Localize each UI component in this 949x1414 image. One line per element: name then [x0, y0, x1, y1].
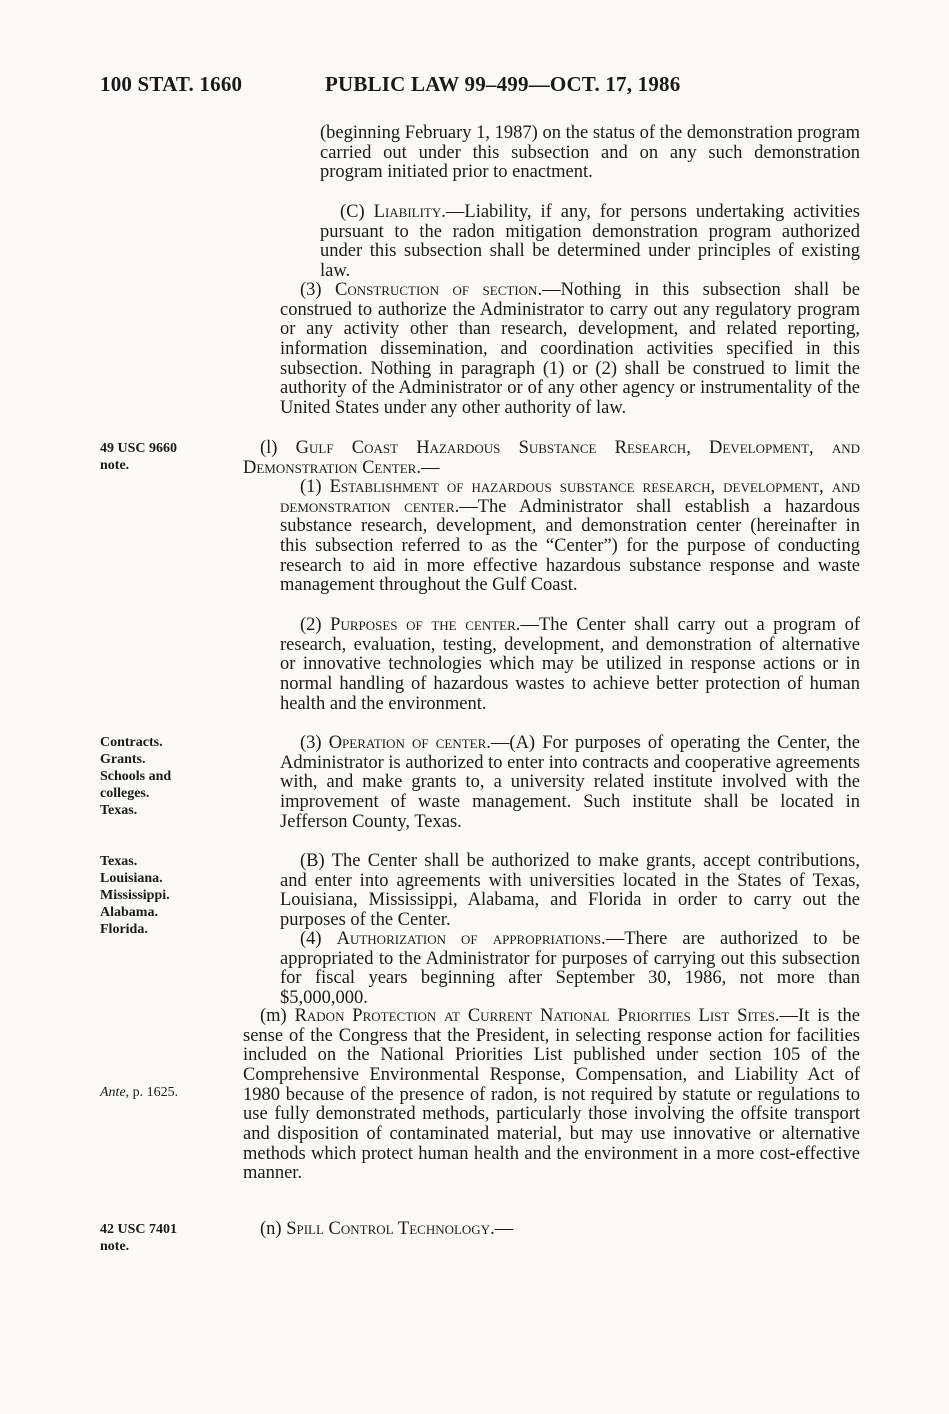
- paragraph-number: (l): [260, 438, 296, 458]
- subsection-l-heading: [243, 439, 860, 478]
- margin-note-usc-7401: [100, 1221, 225, 1255]
- paragraph-number: (n): [260, 1219, 287, 1239]
- paragraph-status-report: [320, 124, 860, 183]
- paragraph-text: —The Center shall carry out a program of research, evaluation, testing, development, and demonstration of alternative or innovative technologies which may be utilized in response actions or in normal handling of hazardous wastes to achieve better protection of human health and the environment.: [280, 615, 860, 714]
- paragraph-text: —(A) For purposes of operating the Center, the Administrator is authorized to enter into contracts and cooperative agreements with, and make grants to, a university related institute involved with the improvement of waste management. Such institute shall be located in Jefferson County, Texas.: [280, 733, 860, 832]
- paragraph-establishment: [280, 478, 860, 596]
- margin-note-line: Alabama.: [100, 905, 158, 920]
- paragraph-heading: Construction of section.: [335, 280, 543, 300]
- margin-note-states: [100, 853, 225, 938]
- paragraph-text: —The Administrator shall establish a hazardous substance research, development, and demonstration center (hereinafter in this subsection referred to as the “Center”) for the purpose of conducting research to aid in more effective hazardous substance response and waste management throughout the Gulf Coast.: [280, 496, 860, 596]
- paragraph-center-grants: [280, 852, 860, 931]
- paragraph-heading: Authorization of appropriations.: [336, 929, 606, 949]
- paragraph-number: (1): [300, 477, 330, 497]
- paragraph-number: (C): [340, 202, 374, 222]
- paragraph-liability: [320, 203, 860, 282]
- paragraph-authorization: [280, 930, 860, 1009]
- page-running-title: PUBLIC LAW 99–499—OCT. 17, 1986: [325, 72, 681, 96]
- paragraph-number: (2): [300, 615, 331, 635]
- margin-note-line: note.: [100, 1239, 130, 1254]
- margin-note-line: Mississippi.: [100, 888, 170, 903]
- paragraph-operation: [280, 734, 860, 832]
- paragraph-dash: —: [494, 1219, 514, 1239]
- paragraph-heading: Liability.: [373, 202, 446, 222]
- margin-note-contracts: [100, 734, 225, 819]
- margin-note-ante: [100, 1084, 225, 1101]
- paragraph-text: —There are authorized to be appropriated to the Administrator for purposes of carrying out this subsection for fiscal years beginning after September 30, 1986, not more than $5,000,000.: [280, 929, 860, 1008]
- subsection-n-heading: [243, 1220, 860, 1240]
- paragraph-number: (3): [300, 733, 329, 753]
- margin-note-ante-label: Ante,: [100, 1085, 130, 1100]
- paragraph-text: —Nothing in this subsection shall be construed to authorize the Administrator to carry out any regulatory program or any activity other than research, development, and related reporting, information dissemination, and coordination activities specified in this subsection. Nothing in paragraph (1) or (2) shall be construed to limit the authority of the Administrator or of any other agency or instrumentality of the United States under any other authority of law.: [280, 280, 860, 418]
- paragraph-number: (m): [260, 1006, 295, 1026]
- paragraph-heading: Establishment of hazardous substance research, development, and demonstration center.: [280, 477, 860, 517]
- margin-note-usc-9660: [100, 440, 225, 474]
- margin-note-line: colleges.: [100, 786, 150, 801]
- margin-note-line: Florida.: [100, 922, 148, 937]
- paragraph-heading: Radon Protection at Current National Priorities List Sites.: [294, 1006, 780, 1026]
- paragraph-text: —It is the sense of the Congress that the President, in selecting response action for facilities included on the National Priorities List published under section 105 of the Comprehensive Environmental Response, Compensation, and Liability Act of 1980 because of the presence of radon, is not required by statute or regulations to use fully demonstrated methods, particularly those involving the offsite transport and disposition of contaminated material, but may use innovative or alternative methods which protect human health and the environment in a more cost-effective manner.: [243, 1006, 860, 1184]
- paragraph-text: —Liability, if any, for persons undertaking activities pursuant to the radon mitigation demonstration program authorized under this subsection shall be determined under principles of existing law.: [320, 202, 860, 281]
- page-stat-citation: 100 STAT. 1660: [100, 72, 243, 96]
- paragraph-heading: Purposes of the center.: [330, 615, 521, 635]
- margin-note-line: Grants.: [100, 752, 146, 767]
- paragraph-heading: Gulf Coast Hazardous Substance Research, Development, and Demonstration Center.: [243, 438, 860, 478]
- paragraph-heading: Operation of center.: [328, 733, 491, 753]
- margin-note-ante-page: p. 1625.: [129, 1085, 179, 1100]
- paragraph-number: (3): [300, 280, 336, 300]
- paragraph-text: (B) The Center shall be authorized to make grants, accept contributions, and enter into agreements with universities located in the States of Texas, Louisiana, Mississippi, Alabama, and Florida in order to carry out the purposes of the Center.: [280, 851, 860, 930]
- paragraph-text: (beginning February 1, 1987) on the status of the demonstration program carried out under this subsection and on any such demonstration program initiated prior to enactment.: [320, 123, 860, 183]
- margin-note-line: 42 USC 7401: [100, 1222, 178, 1237]
- margin-note-line: Texas.: [100, 803, 138, 818]
- paragraph-purposes: [280, 616, 860, 714]
- paragraph-number: (4): [300, 929, 337, 949]
- subsection-m-radon-protection: [243, 1007, 860, 1184]
- paragraph-construction-of-section: [280, 281, 860, 419]
- margin-note-line: 49 USC 9660: [100, 441, 178, 456]
- paragraph-heading: Spill Control Technology.: [286, 1219, 495, 1239]
- margin-note-line: note.: [100, 458, 130, 473]
- paragraph-dash: —: [420, 457, 440, 478]
- margin-note-line: Louisiana.: [100, 871, 163, 886]
- margin-note-line: Contracts.: [100, 735, 163, 750]
- margin-note-line: Texas.: [100, 854, 138, 869]
- margin-note-line: Schools and: [100, 769, 172, 784]
